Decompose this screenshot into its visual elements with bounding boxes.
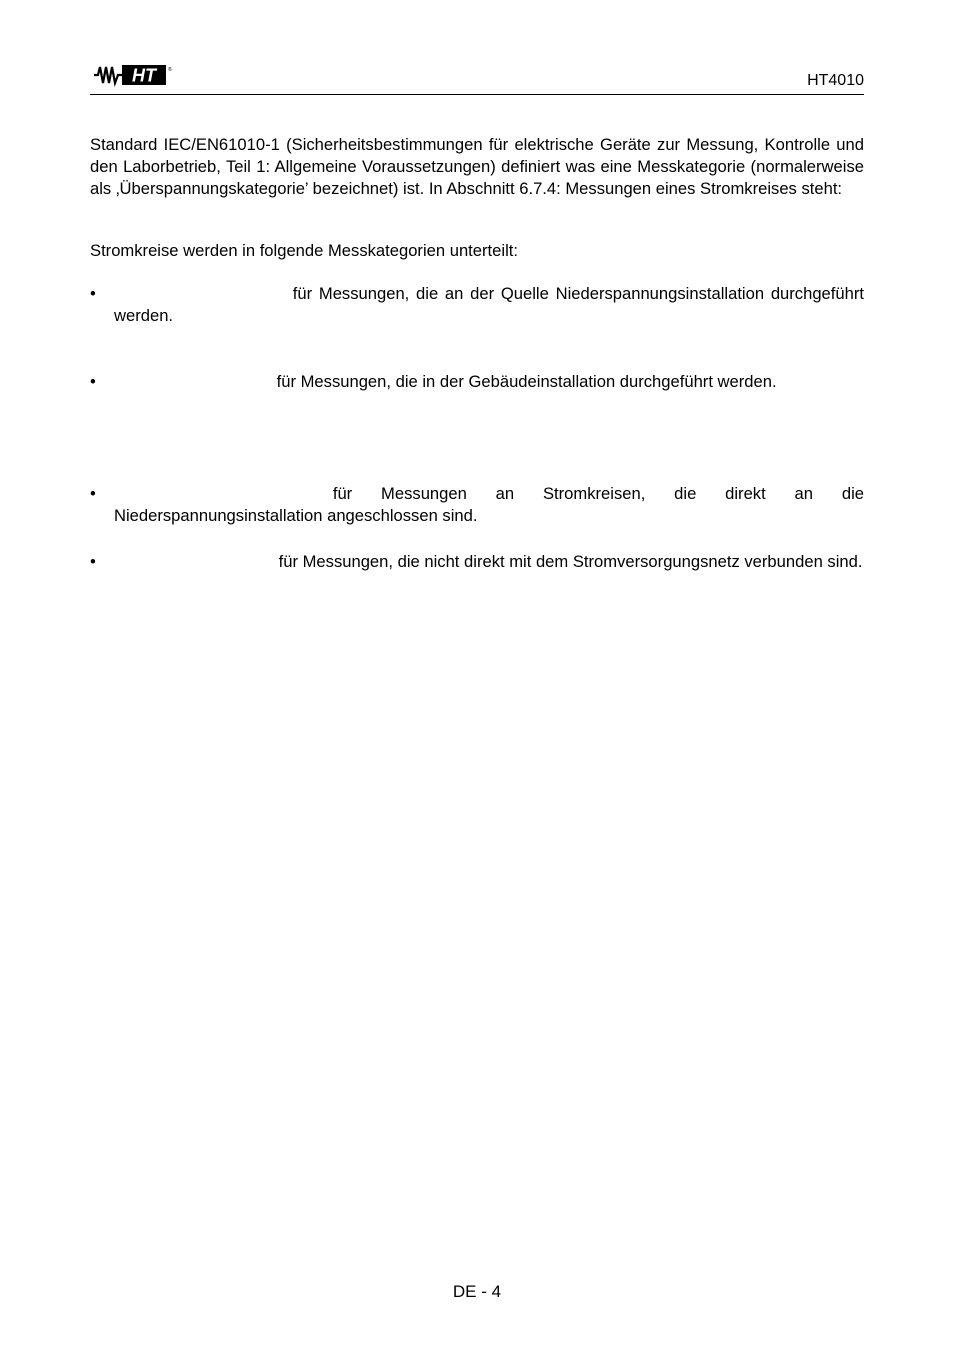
document-code: HT4010 xyxy=(807,72,864,89)
logo-text: HT xyxy=(132,65,156,86)
bullet-marker: • xyxy=(90,552,96,571)
list-item-text: für Messungen, die an der Quelle Niederspannungsinstallation durchgeführt werden. xyxy=(114,284,864,325)
bullet-marker: • xyxy=(90,484,96,503)
list-item-text: für Messungen, die in der Gebäudeinstallation durchgeführt werden. xyxy=(276,372,777,391)
bullet-marker: • xyxy=(90,284,96,303)
list-item-text: für Messungen an Stromkreisen, die direkt an die Niederspannungsinstallation angeschlossen sind. xyxy=(114,484,864,525)
page-number: DE - 4 xyxy=(452,1282,502,1301)
lead-paragraph: Stromkreise werden in folgende Messkategorien unterteilt: xyxy=(90,241,518,260)
header-divider xyxy=(90,94,864,95)
list-item-text: für Messungen, die nicht direkt mit dem Stromversorgungsnetz verbunden sind. xyxy=(278,552,863,571)
ht-logo xyxy=(92,62,172,88)
bullet-marker: • xyxy=(90,372,96,391)
svg-text:®: ® xyxy=(168,67,172,73)
intro-paragraph: Standard IEC/EN61010-1 (Sicherheitsbestimmungen für elektrische Geräte zur Messung, Kontrolle und den Laborbetrieb, Teil 1: Allgemeine Voraussetzungen) definiert was eine Messkategorie (normalerweise als ‚Überspannungskategorie’ bezeichnet) ist. In Abschnitt 6.7.4: Messungen eines Stromkreises steht: xyxy=(90,135,864,198)
